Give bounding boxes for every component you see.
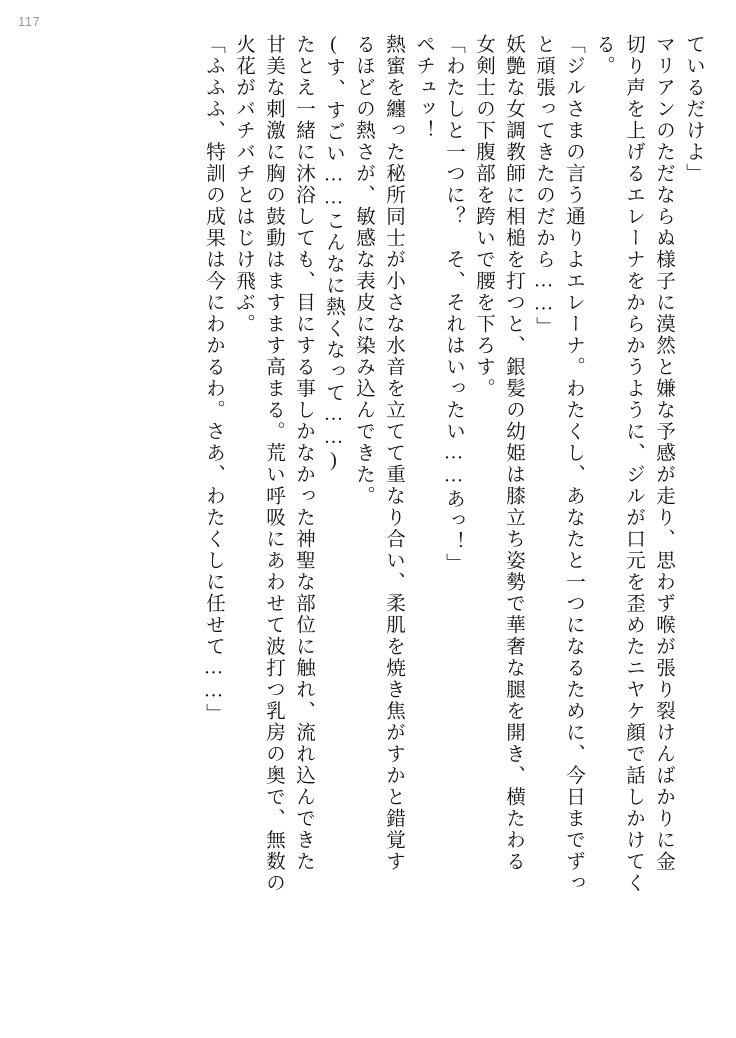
- text-line: マリアンのただならぬ様子に漠然と嫌な予感が走り、思わず喉が張り裂けんばかりに金: [653, 34, 674, 873]
- page-number: 117: [18, 14, 41, 29]
- text-line: るほどの熱さが、敏感な表皮に染み込んできた。: [353, 34, 374, 507]
- text-line: 熱蜜を纏った秘所同士が小さな水音を立てて重なり合い、柔肌を焼き焦がすかと錯覚す: [383, 34, 404, 873]
- text-line: 女剣士の下腹部を跨いで腰を下ろす。: [473, 34, 494, 400]
- text-line: と頑張ってきたのだから……」: [533, 34, 554, 338]
- text-line: (す、すごい……こんなに熱くなって……): [323, 34, 344, 473]
- text-line: 切り声を上げるエレーナをからかうように、ジルが口元を歪めたニヤケ顔で話しかけてく: [623, 34, 644, 894]
- text-line: 甘美な刺激に胸の鼓動はますます高まる。荒い呼吸にあわせて波打つ乳房の奥で、無数の: [263, 34, 284, 894]
- text-line: たとえ一緒に沐浴しても、目にする事しかなかった神聖な部位に触れ、流れ込んできた: [293, 34, 314, 873]
- text-line: 妖艶な女調教師に相槌を打つと、銀髪の幼姫は膝立ち姿勢で華奢な腿を開き、横たわる: [503, 34, 524, 873]
- text-line: ているだけよ」: [683, 34, 704, 185]
- text-line: ペチュッ！: [413, 34, 434, 142]
- text-line: 「ジルさまの言う通りよエレーナ。わたくし、あなたと一つになるために、今日までずっ: [563, 34, 584, 894]
- text-line: る。: [593, 34, 614, 77]
- text-line: 火花がバチバチとはじけ飛ぶ。: [233, 34, 254, 335]
- text-line: 「わたしと一つに？ そ、それはいったい……あっ！」: [443, 34, 464, 575]
- text-line: 「ふふふ、特訓の成果は今にわかるわ。さあ、わたくしに任せて……」: [203, 34, 224, 725]
- vertical-text-body: [40, 34, 708, 1008]
